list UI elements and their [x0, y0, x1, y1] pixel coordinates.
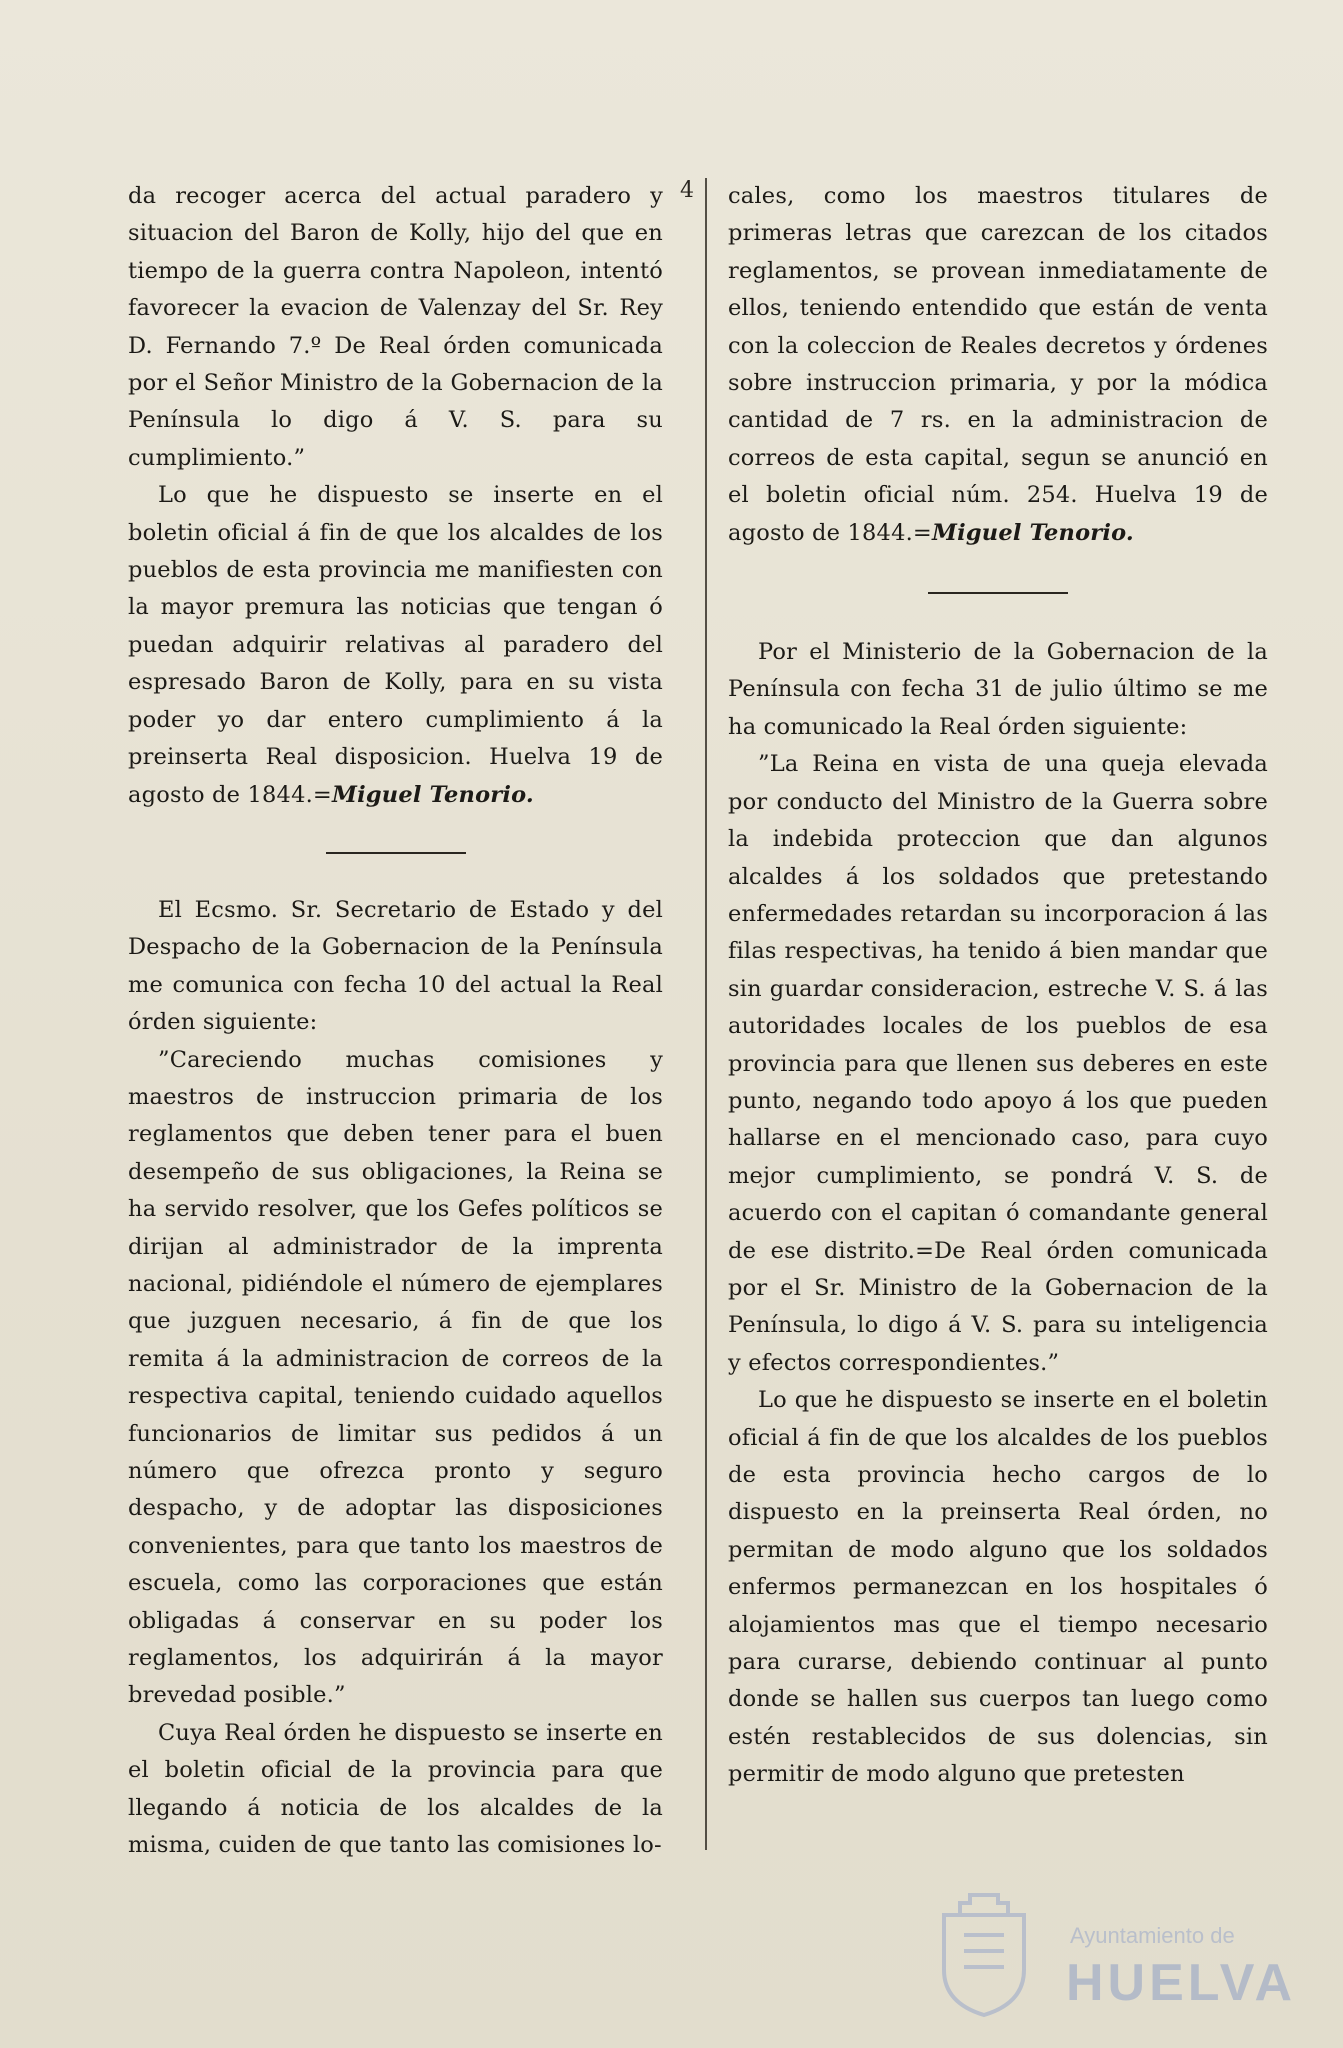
section-rule-right: [928, 592, 1068, 594]
section-rule-left: [326, 852, 466, 854]
left-paragraph-2-text: Lo que he dispuesto se inserte en el boletin oficial á fin de que los alcaldes de los pueblos de esta provincia me manifiesten con la mayor premura las noticias que tengan ó puedan adquirir relativas al paradero del espresado Baron de Kolly, para en su vista poder yo dar entero cumplimiento á la preinserta Real disposicion. Huelva 19 de agosto de 1844.=: [128, 482, 663, 808]
left-column: [128, 178, 663, 1864]
left-paragraph-2: [128, 477, 663, 814]
right-column: [728, 178, 1268, 1794]
left-paragraph-5: Cuya Real órden he dispuesto se inserte en el boletin oficial de la provincia para que llegando á noticia de los alcaldes de la misma, cuiden de que tanto las comisiones lo-: [128, 1719, 663, 1859]
right-paragraph-1-text: cales, como los maestros titulares de primeras letras que carezcan de los citados reglamentos, se provean inmediatamente de ellos, teniendo entendido que están de venta con la coleccion de Reales decretos y órdenes sobre instruccion primaria, y por la módica cantidad de 7 rs. en la administracion de correos de esta capital, segun se anunció en el boletin oficial núm. 254. Huelva 19 de agosto de 1844.=: [728, 183, 1268, 546]
city-shield-icon: [930, 1885, 1038, 2020]
left-paragraph-1: da recoger acerca del actual paradero y situacion del Baron de Kolly, hijo del que en tiempo de la guerra contra Napoleon, intentó favorecer la evacion de Valenzay del Sr. Rey D. Fernando 7.º De Real órden comunicada por el Señor Ministro de la Gobernacion de la Península lo digo á V. S. para su cumplimiento.”: [128, 183, 663, 471]
right-paragraph-4: Lo que he dispuesto se inserte en el boletin oficial á fin de que los alcaldes de los pueblos de esta provincia hecho cargos de lo dispuesto en la preinserta Real órden, no permitan de modo alguno que los soldados enfermos permanezcan en los hospitales ó alojamientos mas que el tiempo necesario para curarse, debiendo continuar al punto donde se hallen sus cuerpos tan luego como estén restablecidos de sus dolencias, sin permitir de modo alguno que pretesten: [728, 1387, 1268, 1788]
column-divider: [705, 178, 707, 1850]
watermark-line-2: HUELVA: [1066, 1954, 1297, 2012]
watermark-line-1: Ayuntamiento de: [1070, 1923, 1235, 1948]
right-signature: Miguel Tenorio.: [932, 519, 1134, 546]
right-paragraph-1: [728, 178, 1268, 552]
page-mark: 4: [680, 178, 694, 203]
left-paragraph-4: ”Careciendo muchas comisiones y maestros de instruccion primaria de los reglamentos que deben tener para el buen desempeño de sus obligaciones, la Reina se ha servido resolver, que los Gefes políticos se dirijan al administrador de la imprenta nacional, pidiéndole el número de ejemplares que juzguen necesario, á fin de que los remita á la administracion de correos de la respectiva capital, teniendo cuidado aquellos funcionarios de limitar sus pedidos á un número que ofrezca pronto y seguro despacho, y de adoptar las disposiciones convenientes, para que tanto los maestros de escuela, como las corporaciones que están obligadas á conservar en su poder los reglamentos, los adquirirán á la mayor brevedad posible.”: [128, 1046, 663, 1709]
left-paragraph-3: El Ecsmo. Sr. Secretario de Estado y del Despacho de la Gobernacion de la Península me comunica con fecha 10 del actual la Real órden siguiente:: [128, 896, 663, 1036]
right-paragraph-3: ”La Reina en vista de una queja elevada por conducto del Ministro de la Guerra sobre la indebida proteccion que dan algunos alcaldes á los soldados que pretestando enfermedades retardan su incorporacion á las filas respectivas, ha tenido á bien mandar que sin guardar consideracion, estreche V. S. á las autoridades locales de los pueblos de esa provincia para que llenen sus deberes en este punto, negando todo apoyo á los que pueden hallarse en el mencionado caso, para cuyo mejor cumplimiento, se pondrá V. S. de acuerdo con el capitan ó comandante general de ese distrito.=De Real órden comunicada por el Sr. Ministro de la Gobernacion de la Península, lo digo á V. S. para su inteligencia y efectos correspondientes.”: [728, 751, 1268, 1376]
right-paragraph-2: Por el Ministerio de la Gobernacion de la Península con fecha 31 de julio último se me ha comunicado la Real órden siguiente:: [728, 639, 1268, 740]
left-signature: Miguel Tenorio.: [332, 781, 534, 808]
ayuntamiento-watermark: [930, 1885, 1297, 2025]
